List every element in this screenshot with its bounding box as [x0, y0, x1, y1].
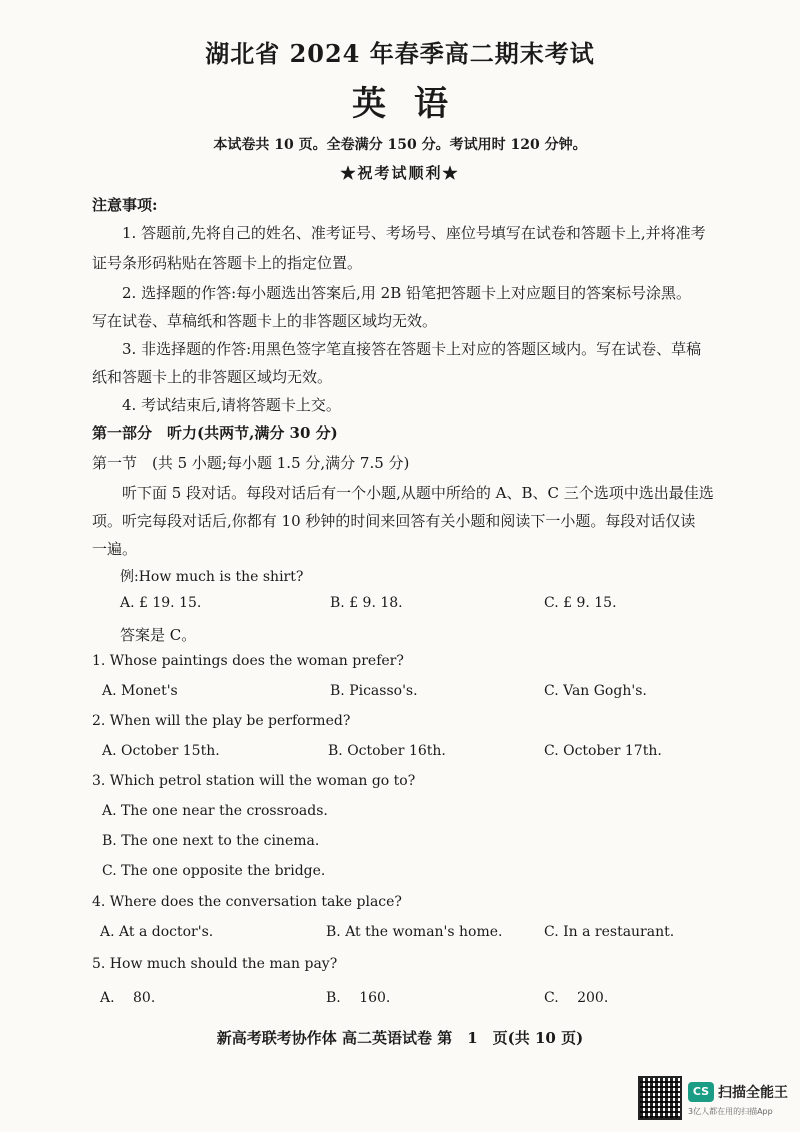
- exam-wish: ★祝考试顺利★: [340, 164, 460, 182]
- q3-option-c: C. The one opposite the bridge.: [102, 863, 326, 879]
- question-5: 5. How much should the man pay?: [92, 956, 338, 972]
- qr-code-icon: [638, 1076, 682, 1120]
- notes-heading: 注意事项:: [92, 196, 158, 214]
- q1-option-c: C. Van Gogh's.: [544, 683, 647, 699]
- q1-option-a: A. Monet's: [102, 683, 178, 699]
- example-option-b: B. £ 9. 18.: [330, 595, 403, 611]
- q4-option-b: B. At the woman's home.: [326, 924, 503, 940]
- instructions-line-2: 项。听完每段对话后,你都有 10 秒钟的时间来回答有关小题和阅读下一小题。每段对话仅读: [92, 512, 696, 530]
- q5-option-c: C. 200.: [544, 990, 609, 1006]
- example-answer: 答案是 C。: [120, 626, 197, 644]
- q3-option-b: B. The one next to the cinema.: [102, 833, 320, 849]
- question-2: 2. When will the play be performed?: [92, 713, 351, 729]
- exam-subject: 英语: [352, 84, 476, 124]
- note-2-line-1: 2. 选择题的作答:每小题选出答案后,用 2B 铅笔把答题卡上对应题目的答案标号涂黑。: [122, 284, 692, 302]
- scanner-tagline: 3亿人都在用的扫描App: [688, 1107, 773, 1116]
- question-1: 1. Whose paintings does the woman prefer?: [92, 653, 404, 669]
- part1-heading: 第一部分 听力(共两节,满分 30 分): [92, 424, 338, 442]
- q3-option-a: A. The one near the crossroads.: [102, 803, 328, 819]
- example-option-a: A. £ 19. 15.: [120, 595, 202, 611]
- note-2-line-2: 写在试卷、草稿纸和答题卡上的非答题区域均无效。: [92, 312, 438, 330]
- q4-option-c: C. In a restaurant.: [544, 924, 675, 940]
- question-4: 4. Where does the conversation take place?: [92, 894, 402, 910]
- scanner-watermark: [638, 1076, 790, 1120]
- scanner-brand: 扫描全能王: [718, 1085, 788, 1101]
- q5-option-a: A. 80.: [100, 990, 156, 1006]
- q4-option-a: A. At a doctor's.: [100, 924, 214, 940]
- instructions-line-3: 一遍。: [92, 540, 138, 558]
- page-footer: 新高考联考协作体 高二英语试卷 第 1 页(共 10 页): [216, 1029, 584, 1047]
- instructions-line-1: 听下面 5 段对话。每段对话后有一个小题,从题中所给的 A、B、C 三个选项中选出最佳选: [122, 484, 714, 502]
- camscanner-logo-icon: CS: [688, 1082, 714, 1102]
- exam-info: 本试卷共 10 页。全卷满分 150 分。考试用时 120 分钟。: [213, 137, 587, 153]
- q5-option-b: B. 160.: [326, 990, 391, 1006]
- note-3-line-2: 纸和答题卡上的非答题区域均无效。: [92, 368, 333, 386]
- part1-section: 第一节 (共 5 小题;每小题 1.5 分,满分 7.5 分): [92, 454, 410, 472]
- example-option-c: C. £ 9. 15.: [544, 595, 617, 611]
- q2-option-b: B. October 16th.: [328, 743, 446, 759]
- question-3: 3. Which petrol station will the woman go to?: [92, 773, 416, 789]
- note-1-line-1: 1. 答题前,先将自己的姓名、准考证号、考场号、座位号填写在试卷和答题卡上,并将准考: [122, 224, 706, 242]
- note-4-line-1: 4. 考试结束后,请将答题卡上交。: [122, 396, 341, 414]
- q1-option-b: B. Picasso's.: [330, 683, 418, 699]
- example-question: 例:How much is the shirt?: [120, 569, 304, 585]
- q2-option-c: C. October 17th.: [544, 743, 662, 759]
- note-3-line-1: 3. 非选择题的作答:用黑色签字笔直接答在答题卡上对应的答题区域内。写在试卷、草稿: [122, 340, 702, 358]
- q2-option-a: A. October 15th.: [102, 743, 220, 759]
- exam-title: 湖北省 2024 年春季高二期末考试: [205, 39, 595, 68]
- note-1-line-2: 证号条形码粘贴在答题卡上的指定位置。: [92, 254, 363, 272]
